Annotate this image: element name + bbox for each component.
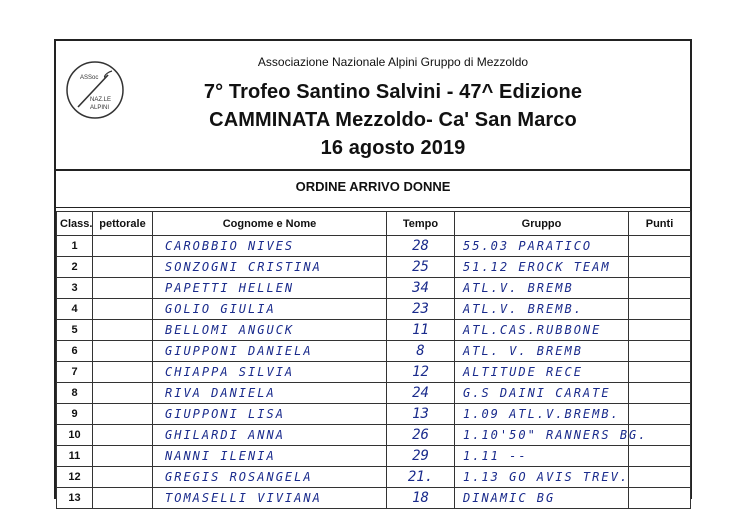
group-cell: ATL.V. BREMB. <box>455 299 629 320</box>
bib-cell <box>93 278 153 299</box>
logo-text-top: ASSoc <box>80 75 99 81</box>
name-cell: GREGIS ROSANGELA <box>153 467 387 488</box>
event-title: 7° Trofeo Santino Salvini - 47^ Edizione <box>203 81 583 103</box>
group-cell: 1.11 -- <box>455 446 629 467</box>
name-cell: TOMASELLI VIVIANA <box>153 488 387 509</box>
group-cell: ATL. V. BREMB <box>455 341 629 362</box>
event-subtitle: CAMMINATA Mezzoldo- Ca' San Marco <box>209 109 577 131</box>
results-body <box>57 236 691 509</box>
name-cell: GIUPPONI DANIELA <box>153 341 387 362</box>
results-table <box>56 211 691 509</box>
group-cell: 1.10'50" RANNERS BG. <box>455 425 629 446</box>
points-cell <box>629 404 691 425</box>
class-cell: 5 <box>57 320 93 341</box>
bib-cell <box>93 299 153 320</box>
association-name: Associazione Nazionale Alpini Gruppo di Mezzoldo <box>257 55 529 69</box>
group-cell: 1.09 ATL.V.BREMB. <box>455 404 629 425</box>
class-cell: 9 <box>57 404 93 425</box>
table-row <box>57 257 691 278</box>
column-header-points: Punti <box>629 212 691 236</box>
group-cell: ATL.CAS.RUBBONE <box>455 320 629 341</box>
time-cell: 13 <box>387 404 455 425</box>
event-date: 16 agosto 2019 <box>320 137 466 159</box>
table-row <box>57 404 691 425</box>
bib-cell <box>93 446 153 467</box>
class-cell: 8 <box>57 383 93 404</box>
name-cell: GIUPPONI LISA <box>153 404 387 425</box>
class-cell: 2 <box>57 257 93 278</box>
points-cell <box>629 299 691 320</box>
name-cell: SONZOGNI CRISTINA <box>153 257 387 278</box>
group-cell: 51.12 EROCK TEAM <box>455 257 629 278</box>
time-cell: 28 <box>387 236 455 257</box>
time-cell: 29 <box>387 446 455 467</box>
table-row <box>57 299 691 320</box>
group-cell: ATL.V. BREMB <box>455 278 629 299</box>
bib-cell <box>93 362 153 383</box>
time-cell: 34 <box>387 278 455 299</box>
bib-cell <box>93 425 153 446</box>
bib-cell <box>93 467 153 488</box>
time-cell: 23 <box>387 299 455 320</box>
column-header-name: Cognome e Nome <box>153 212 387 236</box>
table-row <box>57 383 691 404</box>
class-cell: 12 <box>57 467 93 488</box>
points-cell <box>629 257 691 278</box>
class-cell: 1 <box>57 236 93 257</box>
time-cell: 25 <box>387 257 455 278</box>
name-cell: GOLIO GIULIA <box>153 299 387 320</box>
bib-cell <box>93 383 153 404</box>
class-cell: 11 <box>57 446 93 467</box>
column-header-group: Gruppo <box>455 212 629 236</box>
column-header-time: Tempo <box>387 212 455 236</box>
name-cell: BELLOMI ANGUCK <box>153 320 387 341</box>
class-cell: 10 <box>57 425 93 446</box>
points-cell <box>629 278 691 299</box>
table-row <box>57 425 691 446</box>
table-header-row <box>57 212 691 236</box>
bib-cell <box>93 488 153 509</box>
points-cell <box>629 362 691 383</box>
time-cell: 18 <box>387 488 455 509</box>
table-row <box>57 320 691 341</box>
bib-cell <box>93 236 153 257</box>
class-cell: 13 <box>57 488 93 509</box>
class-cell: 7 <box>57 362 93 383</box>
class-cell: 4 <box>57 299 93 320</box>
points-cell <box>629 446 691 467</box>
time-cell: 26 <box>387 425 455 446</box>
group-cell: G.S DAINI CARATE <box>455 383 629 404</box>
points-cell <box>629 320 691 341</box>
group-cell: 55.03 PARATICO <box>455 236 629 257</box>
time-cell: 8 <box>387 341 455 362</box>
bib-cell <box>93 320 153 341</box>
table-row <box>57 278 691 299</box>
table-row <box>57 362 691 383</box>
group-cell: ALTITUDE RECE <box>455 362 629 383</box>
bib-cell <box>93 257 153 278</box>
class-cell: 6 <box>57 341 93 362</box>
time-cell: 12 <box>387 362 455 383</box>
column-header-class: Class. <box>57 212 93 236</box>
table-row <box>57 467 691 488</box>
points-cell <box>629 383 691 404</box>
name-cell: RIVA DANIELA <box>153 383 387 404</box>
time-cell: 21. <box>387 467 455 488</box>
section-title: ORDINE ARRIVO DONNE <box>295 179 451 194</box>
name-cell: CHIAPPA SILVIA <box>153 362 387 383</box>
logo-text-bottom: ALPINI <box>90 105 110 111</box>
time-cell: 11 <box>387 320 455 341</box>
table-row <box>57 446 691 467</box>
points-cell <box>629 236 691 257</box>
table-row <box>57 236 691 257</box>
header-divider <box>56 169 690 171</box>
results-sheet <box>54 39 692 506</box>
section-divider <box>56 207 690 208</box>
time-cell: 24 <box>387 383 455 404</box>
points-cell <box>629 467 691 488</box>
bib-cell <box>93 404 153 425</box>
logo-text-mid: NAZ.LE <box>90 97 112 103</box>
name-cell: PAPETTI HELLEN <box>153 278 387 299</box>
name-cell: NANNI ILENIA <box>153 446 387 467</box>
points-cell <box>629 341 691 362</box>
name-cell: GHILARDI ANNA <box>153 425 387 446</box>
points-cell <box>629 488 691 509</box>
group-cell: 1.13 GO AVIS TREV. <box>455 467 629 488</box>
table-row <box>57 488 691 509</box>
column-header-bib: pettorale <box>93 212 153 236</box>
table-row <box>57 341 691 362</box>
class-cell: 3 <box>57 278 93 299</box>
group-cell: DINAMIC BG <box>455 488 629 509</box>
name-cell: CAROBBIO NIVES <box>153 236 387 257</box>
bib-cell <box>93 341 153 362</box>
